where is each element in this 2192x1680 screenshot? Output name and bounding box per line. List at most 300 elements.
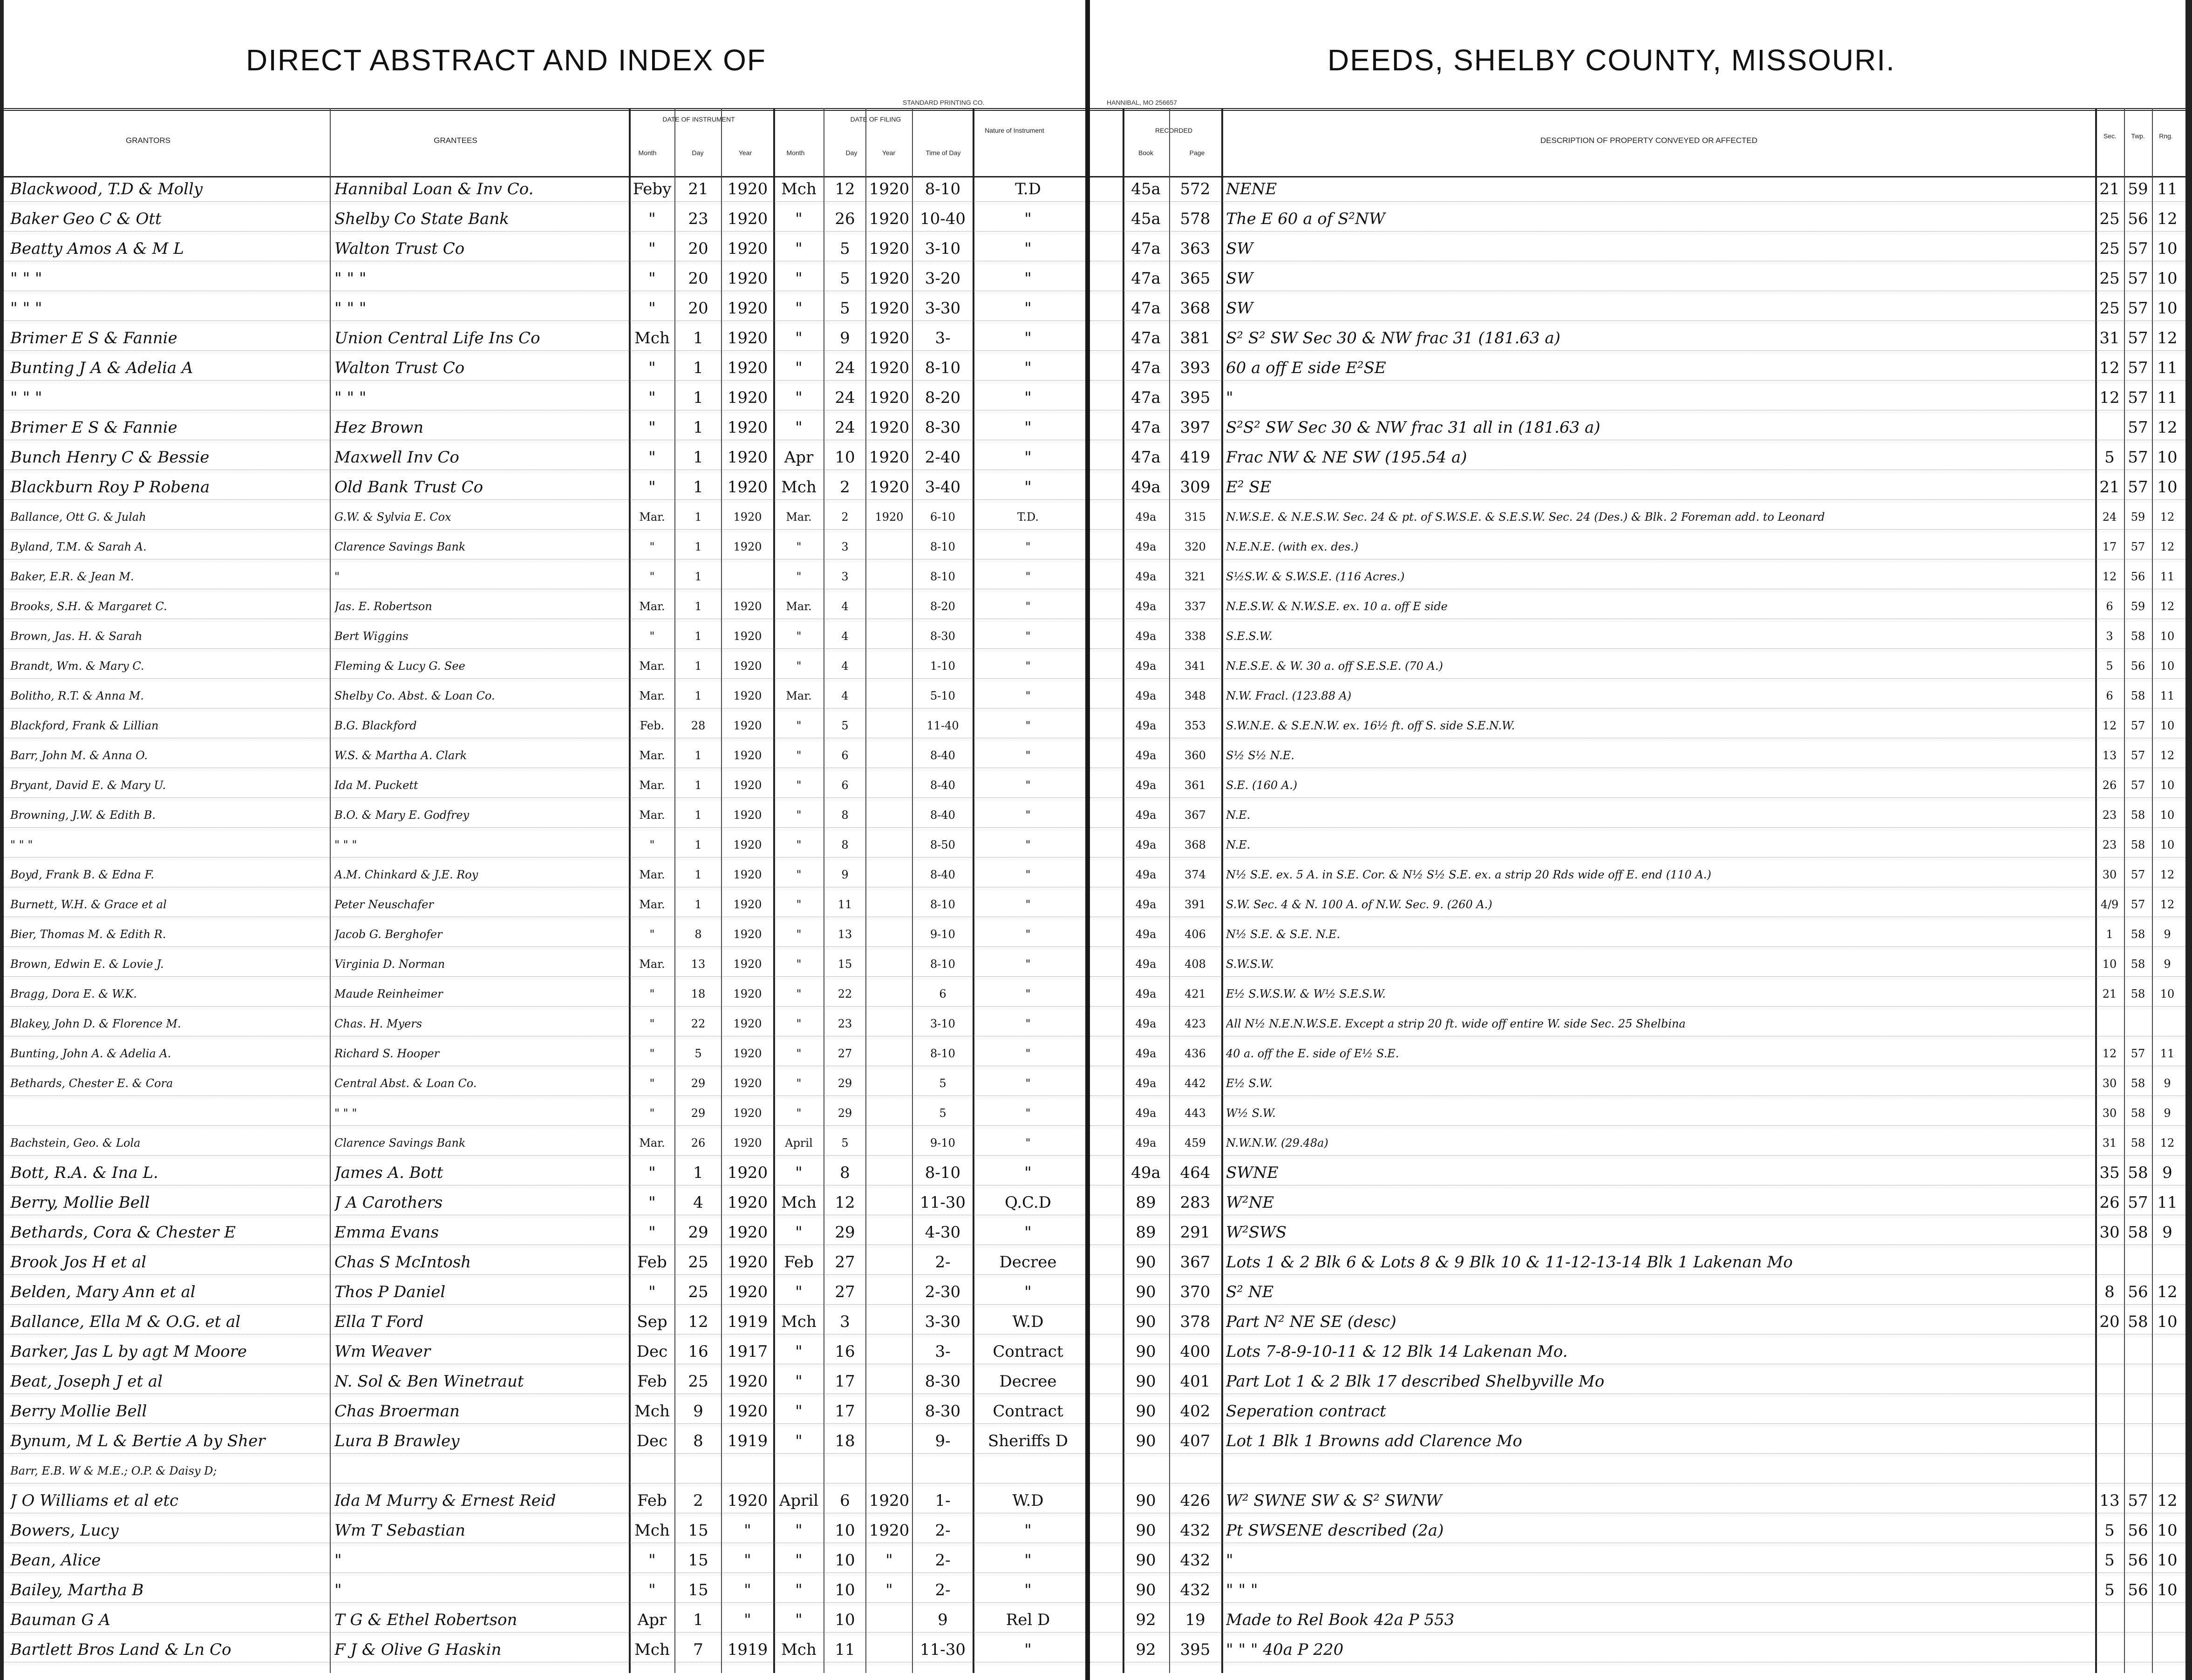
nature-cell: " xyxy=(1024,388,1032,407)
grantee-cell: " " " xyxy=(334,1107,357,1120)
filing-year-cell xyxy=(867,746,911,765)
book-cell: 49a xyxy=(1135,600,1157,613)
instrument-month-cell: Mar. xyxy=(639,510,665,524)
grantee-cell: Walton Trust Co xyxy=(334,359,465,377)
page-cell: 459 xyxy=(1184,1136,1206,1149)
filing-month-cell: " xyxy=(796,928,802,941)
page-cell: 432 xyxy=(1180,1521,1211,1540)
rng-cell: 11 xyxy=(2157,180,2178,198)
sec-cell: 26 xyxy=(2099,1193,2120,1212)
sec-cell: 21 xyxy=(2102,987,2117,1000)
header-book: Book xyxy=(1138,149,1153,156)
description-cell: Frac NW & NE SW (195.54 a) xyxy=(1226,448,1467,467)
row-rule xyxy=(1090,320,2185,321)
instrument-month-cell: Mar. xyxy=(639,689,665,702)
sec-cell: 26 xyxy=(2102,779,2117,792)
instrument-year-cell: 1920 xyxy=(733,689,762,702)
nature-cell: " xyxy=(1024,299,1032,318)
grantor-cell: Brimer E S & Fannie xyxy=(10,418,177,437)
nature-cell: " xyxy=(1025,987,1031,1000)
twp-cell: 57 xyxy=(2131,540,2145,553)
twp-cell xyxy=(2125,1462,2151,1480)
instrument-year-cell: 1919 xyxy=(727,1432,768,1450)
filing-day-cell: 24 xyxy=(835,359,855,377)
rng-cell: 10 xyxy=(2157,1581,2178,1599)
nature-cell: Q.C.D xyxy=(1005,1193,1051,1212)
left-entry-grid xyxy=(4,173,1085,1673)
filing-day-cell: 29 xyxy=(835,1223,855,1242)
instrument-month-cell: " xyxy=(649,838,655,851)
page-cell: 397 xyxy=(1180,418,1211,437)
description-cell: Pt SWSENE described (2a) xyxy=(1226,1521,1444,1540)
filing-year-cell: 1920 xyxy=(869,210,910,228)
twp-cell: 58 xyxy=(2128,1223,2148,1242)
twp-cell: 58 xyxy=(2131,987,2145,1000)
grantor-cell: Brook Jos H et al xyxy=(10,1253,147,1272)
sec-cell: 5 xyxy=(2104,448,2115,467)
header-time-of-day: Time of Day xyxy=(926,149,961,156)
grantor-cell: Ballance, Ella M & O.G. et al xyxy=(10,1313,241,1331)
rng-cell: 11 xyxy=(2160,570,2175,583)
instrument-year-cell: 1920 xyxy=(727,180,768,198)
instrument-year-cell xyxy=(723,567,772,586)
book-cell: 90 xyxy=(1136,1253,1156,1272)
book-cell: 49a xyxy=(1135,510,1157,524)
instrument-month-cell: " xyxy=(648,1223,656,1242)
page-cell: 432 xyxy=(1180,1551,1211,1570)
page-cell xyxy=(1170,1462,1220,1480)
row-rule xyxy=(1090,1304,2185,1305)
sec-cell: 5 xyxy=(2104,1521,2115,1540)
header-date-of-filing: DATE OF FILING xyxy=(850,116,901,123)
instrument-month-cell: Mar. xyxy=(639,958,665,971)
description-cell: Part Lot 1 & 2 Blk 17 described Shelbyville Mo xyxy=(1226,1372,1605,1391)
instrument-month-cell: Mar. xyxy=(639,809,665,822)
nature-cell: " xyxy=(1025,868,1031,881)
instrument-day-cell: 22 xyxy=(691,1017,706,1030)
instrument-year-cell: 1919 xyxy=(727,1313,768,1331)
row-rule xyxy=(4,1453,1085,1454)
instrument-year-cell: 1920 xyxy=(727,210,768,228)
instrument-year-cell: 1920 xyxy=(733,838,762,851)
nature-cell: T.D xyxy=(1015,180,1041,198)
nature-cell: " xyxy=(1025,1047,1031,1060)
filing-month-cell: Mar. xyxy=(786,510,812,524)
rng-cell: 12 xyxy=(2157,1283,2178,1301)
printer-mark-right: HANNIBAL, MO 256657 xyxy=(1107,99,1177,106)
twp-cell: 57 xyxy=(2131,1047,2145,1060)
row-rule xyxy=(4,1423,1085,1424)
filing-day-cell: 24 xyxy=(835,418,855,437)
header-grantees: GRANTEES xyxy=(434,136,477,145)
grantee-cell: Shelby Co State Bank xyxy=(334,210,509,228)
filing-month-cell: " xyxy=(795,1372,803,1391)
description-cell: " xyxy=(1226,388,1233,407)
grantee-cell: Lura B Brawley xyxy=(334,1432,460,1450)
rng-cell: 12 xyxy=(2160,600,2175,613)
filing-year-cell xyxy=(867,1163,911,1182)
row-rule xyxy=(4,1572,1085,1573)
instrument-day-cell: 18 xyxy=(691,987,706,1000)
filing-year-cell: 1920 xyxy=(869,448,910,467)
filing-month-cell: " xyxy=(796,1077,802,1090)
grantee-cell: Peter Neuschafer xyxy=(334,898,434,911)
nature-cell: " xyxy=(1025,958,1031,971)
twp-cell: 58 xyxy=(2131,630,2145,643)
nature-cell: Rel D xyxy=(1006,1611,1050,1629)
instrument-day-cell: 2 xyxy=(693,1491,703,1510)
description-cell: S.W.S.W. xyxy=(1226,958,1274,971)
page-cell: 353 xyxy=(1184,719,1206,732)
book-cell: 49a xyxy=(1135,719,1157,732)
instrument-year-cell: 1920 xyxy=(727,329,768,347)
instrument-year-cell: " xyxy=(744,1581,751,1599)
grantor-cell: Bott, R.A. & Ina L. xyxy=(10,1163,158,1182)
filing-day-cell: 5 xyxy=(841,1136,849,1149)
filing-day-cell: 27 xyxy=(837,1047,852,1060)
filing-month-cell: " xyxy=(795,210,803,228)
grantor-cell: Blackburn Roy P Robena xyxy=(10,478,210,497)
description-cell: W²SWS xyxy=(1226,1223,1287,1242)
grantee-cell: Virginia D. Norman xyxy=(334,958,445,971)
row-rule xyxy=(4,678,1085,679)
grantor-cell: Bethards, Chester E. & Cora xyxy=(10,1077,173,1090)
twp-cell: 57 xyxy=(2128,418,2148,437)
filing-day-cell: 12 xyxy=(835,1193,855,1212)
filing-month-cell: " xyxy=(795,1521,803,1540)
grantor-cell: Boyd, Frank B. & Edna F. xyxy=(10,868,155,881)
instrument-month-cell: Mar. xyxy=(639,600,665,613)
grantor-cell: Baker, E.R. & Jean M. xyxy=(10,570,134,583)
time-of-day-cell: 8-40 xyxy=(930,779,955,792)
right-entry-grid xyxy=(1090,173,2185,1673)
twp-cell: 56 xyxy=(2128,1283,2148,1301)
filing-month-cell: " xyxy=(796,809,802,822)
row-rule xyxy=(4,827,1085,828)
book-cell: 92 xyxy=(1136,1640,1156,1659)
filing-month-cell: " xyxy=(795,239,803,258)
instrument-day-cell: 5 xyxy=(694,1047,702,1060)
instrument-day-cell: 12 xyxy=(688,1313,708,1331)
description-cell: W²NE xyxy=(1226,1193,1274,1212)
grantee-cell: Wm T Sebastian xyxy=(334,1521,466,1540)
nature-cell: " xyxy=(1024,210,1032,228)
filing-day-cell: 6 xyxy=(841,779,849,792)
grantor-cell: Bowers, Lucy xyxy=(10,1521,119,1540)
nature-cell: " xyxy=(1024,448,1032,467)
sec-cell: 12 xyxy=(2099,359,2120,377)
row-rule xyxy=(4,1125,1085,1126)
right-page-title: DEEDS, SHELBY COUNTY, MISSOURI. xyxy=(1327,43,1896,77)
nature-cell: " xyxy=(1025,630,1031,643)
rng-cell: 10 xyxy=(2160,838,2175,851)
row-rule xyxy=(1090,827,2185,828)
grantor-cell: Bean, Alice xyxy=(10,1551,101,1570)
instrument-month-cell: " xyxy=(648,210,656,228)
page-cell: 363 xyxy=(1180,239,1211,258)
nature-cell: " xyxy=(1025,689,1031,702)
nature-cell: " xyxy=(1024,1163,1032,1182)
time-of-day-cell: 8-30 xyxy=(925,1402,961,1421)
twp-cell: 57 xyxy=(2128,1193,2148,1212)
instrument-month-cell: Mar. xyxy=(639,660,665,673)
rng-cell: 11 xyxy=(2160,689,2175,702)
grantor-cell: " " " xyxy=(10,299,42,318)
header-nature: Nature of Instrument xyxy=(985,127,1044,134)
time-of-day-cell: 8-30 xyxy=(925,1372,961,1391)
book-cell: 90 xyxy=(1136,1551,1156,1570)
sec-cell xyxy=(2096,1640,2123,1659)
nature-cell: " xyxy=(1024,239,1032,258)
filing-year-cell: 1920 xyxy=(869,478,910,497)
time-of-day-cell: 8-10 xyxy=(930,898,955,911)
instrument-month-cell: Sep xyxy=(637,1313,667,1331)
grantee-cell: Clarence Savings Bank xyxy=(334,1136,466,1149)
rng-cell: 12 xyxy=(2160,510,2175,524)
filing-year-cell xyxy=(867,895,911,914)
instrument-year-cell: 1920 xyxy=(733,1047,762,1060)
filing-year-cell xyxy=(867,1223,911,1242)
filing-year-cell xyxy=(867,1134,911,1152)
instrument-day-cell: 1 xyxy=(693,478,703,497)
book-cell: 49a xyxy=(1135,660,1157,673)
filing-day-cell: 29 xyxy=(837,1077,852,1090)
book-cell: 90 xyxy=(1136,1402,1156,1421)
grantor-cell: " " " xyxy=(10,269,42,288)
instrument-day-cell: 1 xyxy=(694,600,702,613)
sec-cell: 31 xyxy=(2099,329,2120,347)
instrument-year-cell xyxy=(723,1462,772,1480)
book-cell: 47a xyxy=(1131,329,1161,347)
filing-day-cell: 16 xyxy=(835,1342,855,1361)
sec-cell xyxy=(2096,1611,2123,1629)
book-cell: 49a xyxy=(1135,630,1157,643)
filing-year-cell xyxy=(867,1611,911,1629)
grantor-cell: Belden, Mary Ann et al xyxy=(10,1283,196,1301)
nature-cell: Contract xyxy=(993,1342,1063,1361)
header-sec: Sec. xyxy=(2103,132,2117,140)
time-of-day-cell: 11-40 xyxy=(926,719,959,732)
grantee-cell: Hez Brown xyxy=(334,418,424,437)
grantor-cell: Bynum, M L & Bertie A by Sher xyxy=(10,1432,265,1450)
page-cell: 321 xyxy=(1184,570,1206,583)
filing-year-cell xyxy=(867,1104,911,1122)
grantee-cell: Wm Weaver xyxy=(334,1342,431,1361)
row-rule xyxy=(1090,1274,2185,1275)
page-cell: 360 xyxy=(1184,749,1206,762)
time-of-day-cell: 8-10 xyxy=(930,958,955,971)
sec-cell: 4/9 xyxy=(2100,898,2119,911)
sec-cell: 3 xyxy=(2106,630,2113,643)
grantor-cell: Burnett, W.H. & Grace et al xyxy=(10,898,167,911)
filing-month-cell: " xyxy=(795,1283,803,1301)
description-cell: S² NE xyxy=(1226,1283,1274,1301)
filing-month-cell: " xyxy=(796,1017,802,1030)
twp-cell: 58 xyxy=(2128,1163,2148,1182)
book-cell: 49a xyxy=(1135,570,1157,583)
filing-month-cell: Mch xyxy=(781,1640,817,1659)
page-cell: 436 xyxy=(1184,1047,1206,1060)
filing-month-cell: " xyxy=(796,630,802,643)
grantee-cell: Shelby Co. Abst. & Loan Co. xyxy=(334,689,495,702)
filing-day-cell: 3 xyxy=(840,1313,850,1331)
description-cell: N.E. xyxy=(1226,809,1251,822)
grantee-cell: N. Sol & Ben Winetraut xyxy=(334,1372,524,1391)
book-cell: 92 xyxy=(1136,1611,1156,1629)
instrument-month-cell: Mch xyxy=(634,329,670,347)
instrument-year-cell: 1920 xyxy=(727,1283,768,1301)
instrument-day-cell: 7 xyxy=(693,1640,703,1659)
description-cell: All N½ N.E.N.W.S.E. Except a strip 20 ft. wide off entire W. side Sec. 25 Shelbina xyxy=(1226,1017,1686,1030)
instrument-year-cell: 1920 xyxy=(733,898,762,911)
grantor-cell: " " " xyxy=(10,838,33,851)
rng-cell: 10 xyxy=(2160,660,2175,673)
description-cell: Seperation contract xyxy=(1226,1402,1386,1421)
twp-cell: 57 xyxy=(2128,448,2148,467)
row-rule xyxy=(4,350,1085,351)
row-rule xyxy=(4,797,1085,798)
nature-cell: " xyxy=(1024,1283,1032,1301)
instrument-day-cell: 29 xyxy=(691,1107,706,1120)
sec-cell: 30 xyxy=(2099,1223,2120,1242)
filing-year-cell: 1920 xyxy=(869,388,910,407)
description-cell: Lots 7-8-9-10-11 & 12 Blk 14 Lakenan Mo. xyxy=(1226,1342,1568,1361)
sec-cell: 30 xyxy=(2102,1077,2117,1090)
row-rule xyxy=(4,1006,1085,1007)
instrument-year-cell: 1920 xyxy=(733,958,762,971)
page-cell: 309 xyxy=(1180,478,1211,497)
filing-day-cell: 23 xyxy=(837,1017,852,1030)
time-of-day-cell: 1- xyxy=(935,1491,951,1510)
row-rule xyxy=(1090,350,2185,351)
grantee-cell: Walton Trust Co xyxy=(334,239,465,258)
grantee-cell: Maude Reinheimer xyxy=(334,987,443,1000)
twp-cell: 57 xyxy=(2128,329,2148,347)
sec-cell xyxy=(2096,1402,2123,1421)
time-of-day-cell: 8-20 xyxy=(930,600,955,613)
twp-cell: 57 xyxy=(2128,269,2148,288)
filing-day-cell: 29 xyxy=(837,1107,852,1120)
page-cell: 432 xyxy=(1180,1581,1211,1599)
grantor-cell: Barker, Jas L by agt M Moore xyxy=(10,1342,247,1361)
time-of-day-cell xyxy=(914,1462,972,1480)
filing-year-cell: 1920 xyxy=(869,329,910,347)
page-cell: 378 xyxy=(1180,1313,1211,1331)
book-cell: 45a xyxy=(1131,180,1161,198)
instrument-day-cell: 1 xyxy=(694,660,702,673)
time-of-day-cell: 4-30 xyxy=(925,1223,961,1242)
rng-cell: 10 xyxy=(2157,1313,2178,1331)
description-cell: S.E. (160 A.) xyxy=(1226,779,1298,792)
sec-cell: 12 xyxy=(2102,719,2117,732)
instrument-year-cell: 1920 xyxy=(727,239,768,258)
nature-cell: " xyxy=(1024,1640,1032,1659)
book-cell: 89 xyxy=(1136,1223,1156,1242)
filing-month-cell: " xyxy=(796,1047,802,1060)
twp-cell xyxy=(2125,1402,2151,1421)
grantor-cell: Bier, Thomas M. & Edith R. xyxy=(10,928,166,941)
nature-cell: " xyxy=(1025,1017,1031,1030)
filing-month-cell: Mch xyxy=(781,180,817,198)
filing-day-cell: 12 xyxy=(835,180,855,198)
row-rule xyxy=(1090,380,2185,381)
book-cell: 49a xyxy=(1135,1107,1157,1120)
grantee-cell: Union Central Life Ins Co xyxy=(334,329,540,347)
description-cell: E² SE xyxy=(1226,478,1272,497)
filing-month-cell: " xyxy=(795,359,803,377)
instrument-month-cell: Mch xyxy=(634,1402,670,1421)
description-cell: N.W. Fracl. (123.88 A) xyxy=(1226,689,1352,702)
book-cell xyxy=(1123,1462,1168,1480)
row-rule xyxy=(1090,1125,2185,1126)
filing-year-cell: " xyxy=(885,1551,893,1570)
description-cell: Part N² NE SE (desc) xyxy=(1226,1313,1396,1331)
instrument-day-cell: 1 xyxy=(694,898,702,911)
filing-day-cell: 17 xyxy=(835,1372,855,1391)
rng-cell: 9 xyxy=(2164,1107,2171,1120)
description-cell: S½ S½ N.E. xyxy=(1226,749,1294,762)
instrument-day-cell: 20 xyxy=(688,239,708,258)
row-rule xyxy=(1090,648,2185,649)
sec-cell: 30 xyxy=(2102,868,2117,881)
right-page xyxy=(1090,0,2185,1680)
instrument-year-cell: 1920 xyxy=(727,1223,768,1242)
header-grantors: GRANTORS xyxy=(125,136,171,145)
book-cell: 49a xyxy=(1135,1047,1157,1060)
time-of-day-cell: 2- xyxy=(935,1551,951,1570)
instrument-month-cell: " xyxy=(648,448,656,467)
row-rule xyxy=(1090,1155,2185,1156)
rng-cell: 10 xyxy=(2157,448,2178,467)
instrument-month-cell: " xyxy=(649,987,655,1000)
filing-year-cell: 1920 xyxy=(869,359,910,377)
grantee-cell: " " " xyxy=(334,269,367,288)
grantor-cell: Beatty Amos A & M L xyxy=(10,239,184,258)
description-cell: N.W.S.E. & N.E.S.W. Sec. 24 & pt. of S.W.S.E. & S.E.S.W. Sec. 24 (Des.) & Blk. 2 Foreman add. to Leonard xyxy=(1226,510,1825,524)
twp-cell: 57 xyxy=(2131,719,2145,732)
grantee-cell: Ida M Murry & Ernest Reid xyxy=(334,1491,556,1510)
instrument-day-cell: 21 xyxy=(688,180,708,198)
page-cell: 338 xyxy=(1184,630,1206,643)
twp-cell: 58 xyxy=(2131,958,2145,971)
instrument-month-cell: Mch xyxy=(634,1640,670,1659)
rng-cell: 10 xyxy=(2160,987,2175,1000)
sec-cell: 5 xyxy=(2104,1581,2115,1599)
nature-cell: " xyxy=(1025,540,1031,553)
filing-day-cell: 26 xyxy=(835,210,855,228)
filing-day-cell: 11 xyxy=(837,898,852,911)
time-of-day-cell: 3-40 xyxy=(925,478,961,497)
filing-month-cell: " xyxy=(795,269,803,288)
book-cell: 49a xyxy=(1135,749,1157,762)
filing-day-cell: 22 xyxy=(837,987,852,1000)
page-cell: 320 xyxy=(1184,540,1206,553)
nature-cell: " xyxy=(1025,928,1031,941)
filing-day-cell: 5 xyxy=(840,239,850,258)
rng-cell: 10 xyxy=(2160,630,2175,643)
twp-cell xyxy=(2125,1432,2151,1450)
time-of-day-cell: 2- xyxy=(935,1581,951,1599)
page-cell: 407 xyxy=(1180,1432,1211,1450)
filing-year-cell xyxy=(867,657,911,675)
row-rule xyxy=(4,380,1085,381)
filing-year-cell xyxy=(867,836,911,854)
twp-cell: 58 xyxy=(2131,1077,2145,1090)
grantor-cell: Bethards, Cora & Chester E xyxy=(10,1223,236,1242)
time-of-day-cell: 1-10 xyxy=(930,660,955,673)
nature-cell: " xyxy=(1025,749,1031,762)
instrument-month-cell: " xyxy=(648,269,656,288)
